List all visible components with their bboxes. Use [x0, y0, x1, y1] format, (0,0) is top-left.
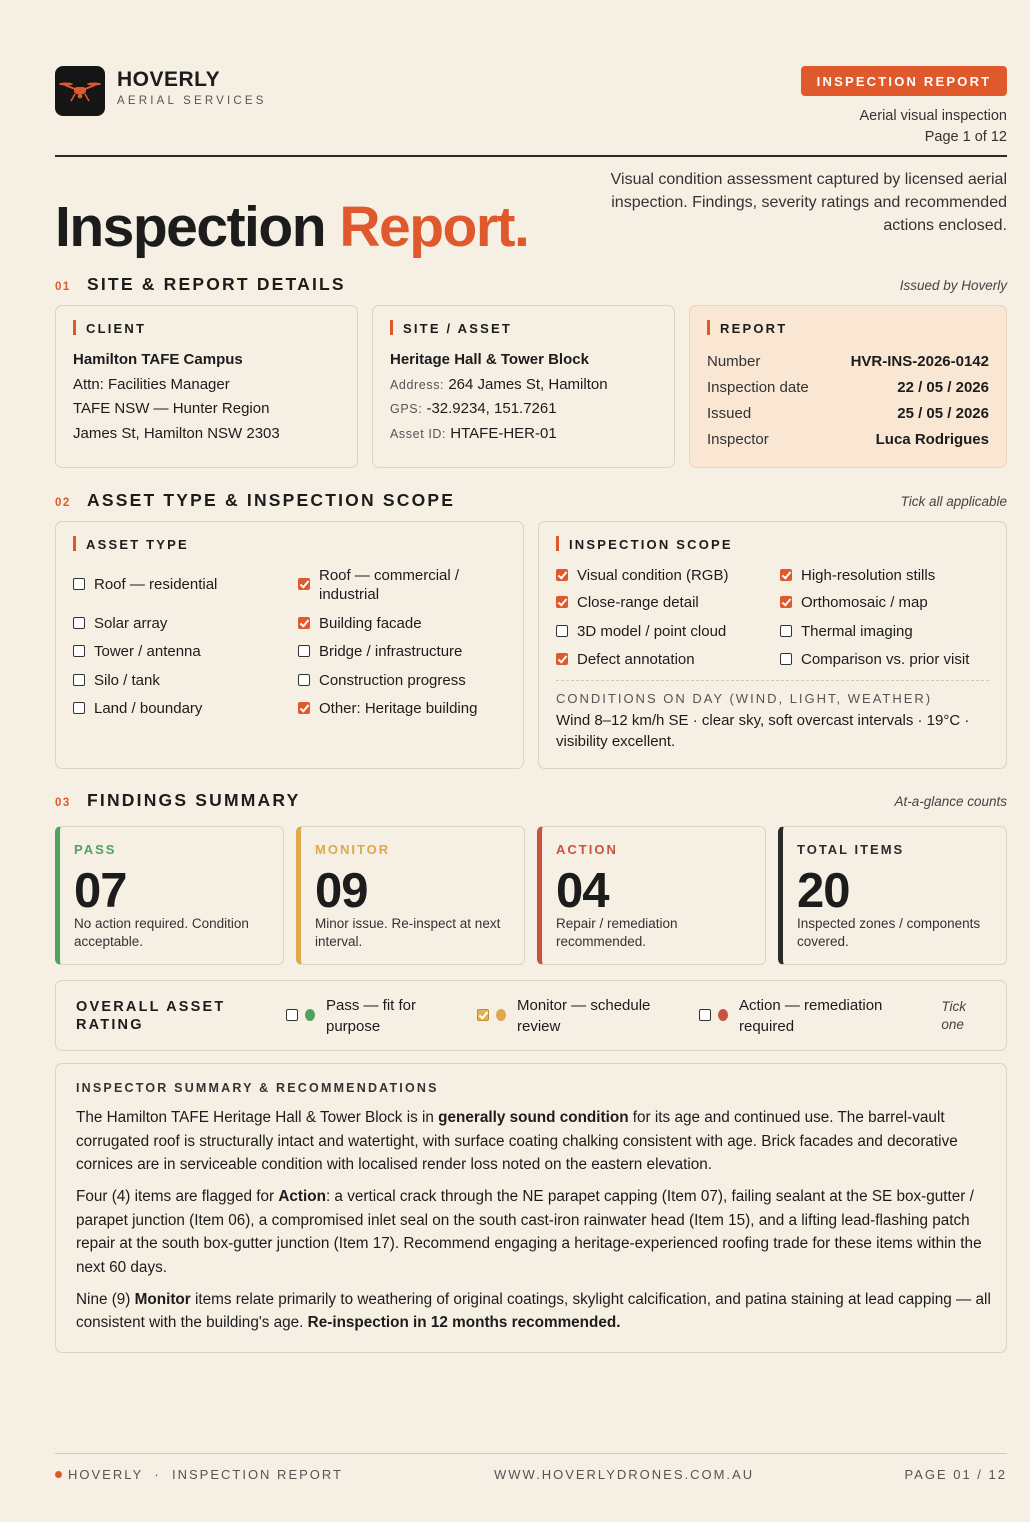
checkbox-checked[interactable] [780, 596, 792, 608]
report-card [689, 305, 1007, 468]
gps-key: GPS: [390, 402, 423, 416]
conditions-label: CONDITIONS ON DAY (WIND, LIGHT, WEATHER) [556, 691, 933, 706]
checkbox-checked[interactable] [556, 596, 568, 608]
emphasis: Action [278, 1188, 326, 1205]
header-divider [55, 155, 1007, 157]
section-note: Issued by Hoverly [899, 278, 1007, 293]
checkbox[interactable] [73, 617, 85, 629]
inspection-date-row [707, 379, 989, 405]
emphasis: generally sound condition [438, 1109, 629, 1126]
stat-description: Inspected zones / components covered. [797, 916, 981, 949]
option-label: Orthomosaic / map [801, 594, 928, 611]
client-attn: Attn: Facilities Manager [73, 375, 230, 393]
summary-body [76, 1106, 991, 1343]
conditions-text: Wind 8–12 km/h SE · clear sky, soft overcast intervals · 19°C · visibility excellent. [556, 712, 970, 750]
footer-website[interactable]: WWW.HOVERLYDRONES.COM.AU [494, 1467, 755, 1482]
row-key: Issued [707, 405, 752, 422]
site-card [372, 305, 675, 468]
client-address: James St, Hamilton NSW 2303 [73, 424, 280, 442]
title-main: Inspection [55, 195, 340, 259]
overall-rating [55, 980, 1007, 1051]
asset-type-card [55, 521, 524, 769]
asset-type-option[interactable] [73, 699, 202, 718]
emphasis: Monitor [134, 1290, 191, 1308]
asset-id-key: Asset ID: [390, 426, 447, 441]
stat-description: Repair / remediation recommended. [556, 916, 678, 949]
option-label: Other: Heritage building [319, 700, 478, 717]
dashed-divider [556, 680, 989, 681]
bullet-dot-icon [55, 1471, 62, 1478]
option-label: High-resolution stills [801, 567, 936, 584]
scope-option[interactable] [556, 622, 726, 641]
stat-description: No action required. Condition acceptable. [74, 916, 249, 949]
section-header-findings [55, 790, 1007, 812]
checkbox[interactable] [298, 674, 310, 686]
option-label: Thermal imaging [801, 623, 913, 640]
rating-option-action[interactable] [699, 995, 882, 1037]
card-label: SITE / ASSET [390, 321, 512, 336]
option-label: 3D model / point cloud [577, 623, 727, 640]
option-label: purpose [326, 1018, 381, 1035]
checkbox-checked[interactable] [477, 1009, 489, 1021]
checkbox[interactable] [73, 645, 85, 657]
checkbox[interactable] [286, 1009, 298, 1021]
option-label: Silo / tank [94, 672, 160, 689]
card-label: INSPECTION SCOPE [556, 537, 733, 552]
site-address-row [390, 373, 608, 398]
asset-type-option[interactable] [73, 671, 160, 690]
checkbox[interactable] [780, 653, 792, 665]
scope-option[interactable] [556, 650, 695, 669]
section-note: Tick all applicable [900, 494, 1007, 509]
stat-count: 07 [74, 864, 127, 918]
option-label: Defect annotation [577, 651, 695, 668]
stat-count: 20 [797, 864, 850, 918]
stat-label: TOTAL ITEMS [797, 842, 905, 857]
checkbox-checked[interactable] [298, 702, 310, 714]
brand-name: HOVERLY [117, 68, 221, 91]
inspector-summary [55, 1063, 1007, 1353]
rating-label-line: OVERALL ASSET [76, 999, 226, 1015]
asset-type-option[interactable] [298, 642, 462, 661]
page-indicator: Page 1 of 12 [924, 129, 1007, 145]
option-label: Land / boundary [94, 700, 203, 717]
option-label: Bridge / infrastructure [319, 643, 463, 660]
text: Nine (9) [76, 1290, 135, 1308]
checkbox-checked[interactable] [556, 653, 568, 665]
card-label: REPORT [707, 321, 787, 336]
pass-dot-icon [305, 1009, 315, 1021]
option-label: Construction progress [319, 672, 466, 689]
checkbox[interactable] [298, 645, 310, 657]
option-label: Tower / antenna [94, 643, 201, 660]
option-label: Roof — commercial / industrial [319, 567, 460, 603]
checkbox-checked[interactable] [780, 569, 792, 581]
text: : a vertical crack through the NE parapet capping (Item 07), failing sealant at the SE box-gutter / parapet junction (Item 06), a compromised inlet seal on the south cast-iron rainwater head (Item 15), and a lifting lead-flashing patch repair at the south box-gutter junction (Item 17). Recommend engaging a heritage-experienced roofing trade for these items within the next 60 days. [76, 1188, 982, 1276]
site-details [390, 348, 608, 446]
rating-option-monitor[interactable] [477, 995, 650, 1037]
page-title [55, 194, 528, 260]
summary-paragraph [76, 1106, 991, 1177]
issued-date-row [707, 405, 989, 431]
row-key: Inspection date [707, 379, 809, 396]
option-label: Close-range detail [577, 594, 699, 611]
option-label: Visual condition (RGB) [577, 567, 729, 584]
scope-option[interactable] [780, 566, 935, 585]
section-header-details [55, 274, 1007, 296]
asset-type-option[interactable] [298, 671, 466, 690]
issued-date: 25 / 05 / 2026 [897, 405, 989, 422]
row-key: Number [707, 353, 761, 370]
summary-paragraph [76, 1185, 991, 1279]
checkbox[interactable] [73, 674, 85, 686]
rating-option-pass[interactable] [286, 995, 416, 1037]
stat-card-total [778, 826, 1007, 965]
report-page [55, 0, 1007, 1522]
site-gps: -32.9234, 151.7261 [426, 400, 557, 417]
scope-option[interactable] [556, 566, 728, 585]
report-type-badge: INSPECTION REPORT [801, 66, 1007, 96]
inspection-scope-card [538, 521, 1007, 769]
checkbox-checked[interactable] [298, 578, 310, 590]
stat-count: 04 [556, 864, 609, 918]
stat-card-pass [55, 826, 284, 965]
summary-paragraph [76, 1288, 991, 1335]
option-label: Roof — residential [94, 576, 218, 593]
option-label: required [739, 1018, 795, 1035]
stat-count: 09 [315, 864, 368, 918]
address-key: Address: [390, 377, 445, 392]
option-label: Comparison vs. prior visit [801, 651, 970, 668]
monitor-dot-icon [496, 1009, 506, 1021]
asset-type-option[interactable] [73, 575, 217, 594]
section-header-scope [55, 490, 1007, 512]
checkbox[interactable] [556, 625, 568, 637]
site-name: Heritage Hall & Tower Block [390, 351, 589, 368]
text: Four (4) items are flagged for [76, 1188, 279, 1205]
checkbox[interactable] [780, 625, 792, 637]
section-title: FINDINGS SUMMARY [87, 790, 301, 810]
row-key: Inspector [707, 431, 769, 448]
section-number: 02 [55, 497, 71, 509]
checkbox[interactable] [73, 578, 85, 590]
section-note: At-a-glance counts [894, 794, 1007, 809]
footer-left [55, 1467, 343, 1482]
report-kind: Aerial visual inspection [859, 108, 1007, 124]
stat-label: PASS [74, 842, 117, 857]
title-accent: Report. [339, 195, 529, 259]
section-title: SITE & REPORT DETAILS [87, 274, 346, 294]
footer-divider [55, 1453, 1007, 1454]
footer-page-number: PAGE 01 / 12 [904, 1467, 1007, 1482]
client-card [55, 305, 358, 468]
site-asset-row [390, 422, 608, 447]
report-number: HVR-INS-2026-0142 [850, 353, 989, 370]
brand-tagline: AERIAL SERVICES [117, 95, 267, 107]
stat-description: Minor issue. Re-inspect at next interval. [315, 916, 501, 949]
option-label: Action — remediation [739, 997, 883, 1014]
action-dot-icon [718, 1009, 728, 1021]
rating-label [76, 998, 225, 1034]
report-number-row [707, 353, 989, 379]
option-label: Building facade [319, 615, 422, 632]
checkbox[interactable] [73, 702, 85, 714]
header-meta [860, 106, 1008, 148]
site-gps-row [390, 397, 608, 422]
intro-text: Visual condition assessment captured by licensed aerial inspection. Findings, severity ratings and recommended actions enclosed. [610, 171, 1007, 234]
footer-brand: HOVERLY [68, 1467, 144, 1482]
footer-separator: · [154, 1467, 161, 1482]
rating-label-line: RATING [76, 1017, 144, 1033]
footer-doc-type: INSPECTION REPORT [171, 1467, 343, 1482]
inspection-date: 22 / 05 / 2026 [897, 379, 989, 396]
checkbox[interactable] [699, 1009, 711, 1021]
checkbox-checked[interactable] [298, 617, 310, 629]
checkbox-checked[interactable] [556, 569, 568, 581]
inspector-name: Luca Rodrigues [875, 431, 989, 448]
site-address: 264 James St, Hamilton [448, 375, 608, 393]
asset-type-option[interactable] [298, 614, 422, 633]
card-label: ASSET TYPE [73, 537, 189, 552]
summary-label: INSPECTOR SUMMARY & RECOMMENDATIONS [76, 1081, 439, 1095]
inspector-row [707, 431, 989, 457]
asset-type-option[interactable] [298, 566, 498, 604]
section-title: ASSET TYPE & INSPECTION SCOPE [87, 490, 456, 510]
option-label: review [517, 1018, 561, 1035]
asset-type-option[interactable] [298, 699, 477, 718]
scope-option[interactable] [556, 593, 699, 612]
note-line: Tick [941, 999, 966, 1014]
note-line: one [941, 1017, 964, 1032]
option-label: Monitor — schedule [517, 997, 651, 1014]
client-org: TAFE NSW — Hunter Region [73, 400, 270, 417]
stat-card-action [537, 826, 766, 965]
option-label: Solar array [94, 615, 168, 632]
client-details [73, 348, 280, 446]
drone-icon [55, 66, 105, 116]
scope-option[interactable] [780, 593, 928, 612]
asset-type-option[interactable] [73, 642, 201, 661]
stat-label: ACTION [556, 842, 618, 857]
asset-type-option[interactable] [73, 614, 167, 633]
text: items relate primarily to weathering of original coatings, skylight calcification, and patina staining at lead capping — all consistent with the building's age. [76, 1290, 991, 1331]
section-number: 01 [55, 281, 71, 293]
site-asset-id: HTAFE-HER-01 [450, 424, 557, 442]
scope-option[interactable] [780, 622, 913, 641]
scope-option[interactable] [780, 650, 969, 669]
text: for its age and continued use. The barrel-vault corrugated roof is structurally intact and watertight, with surface coating chalking consistent with age. Brick facades and decorative cornices are in serviceable condition with localised render loss noted on the eastern elevation. [76, 1109, 958, 1173]
rating-note [941, 998, 966, 1034]
stat-card-monitor [296, 826, 525, 965]
stat-label: MONITOR [315, 842, 391, 857]
text: The Hamilton TAFE Heritage Hall & Tower Block is in [76, 1109, 439, 1126]
card-label: CLIENT [73, 321, 146, 336]
client-name: Hamilton TAFE Campus [73, 351, 243, 368]
emphasis: Re-inspection in 12 months recommended. [307, 1314, 621, 1331]
section-number: 03 [55, 797, 71, 809]
option-label: Pass — fit for [326, 997, 417, 1014]
